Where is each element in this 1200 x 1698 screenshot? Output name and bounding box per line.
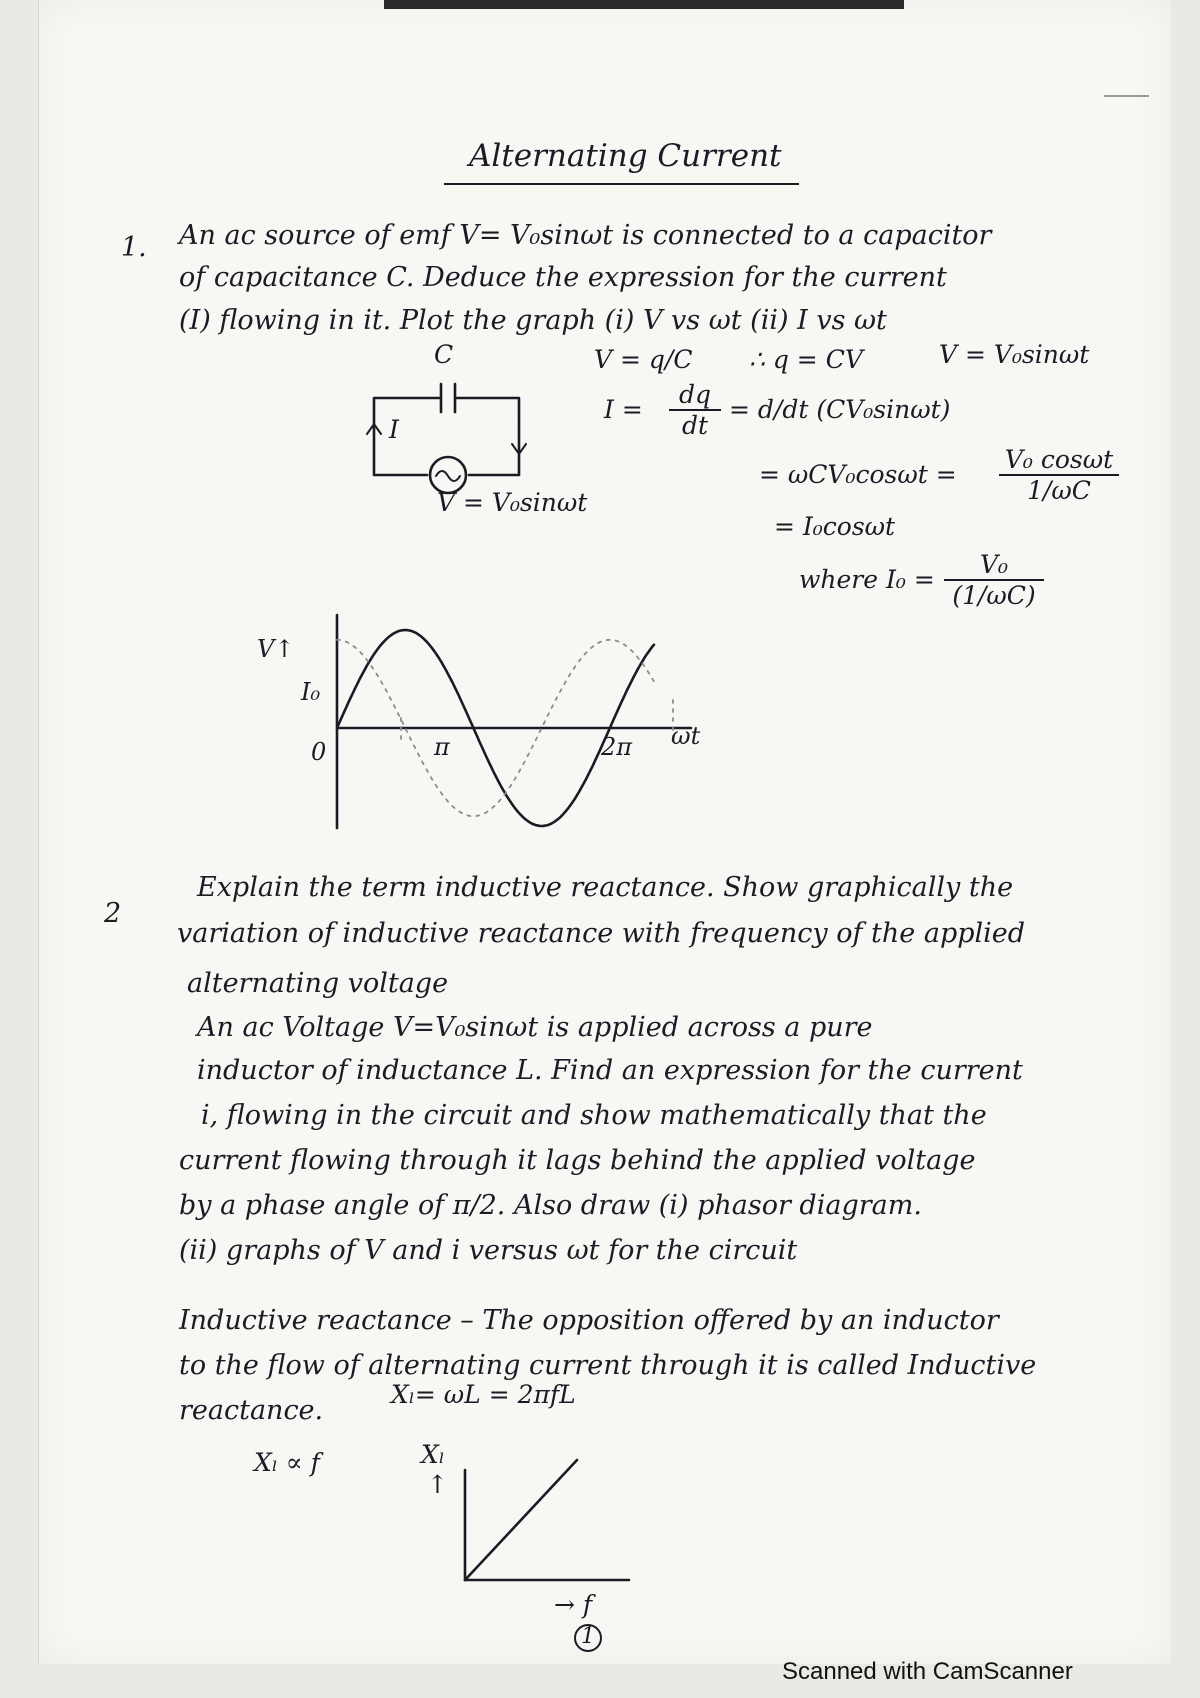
q2-part-line-1: An ac Voltage V=V₀sinωt is applied across a pure [197, 1012, 873, 1043]
q1-line-2: of capacitance C. Deduce the expression for the current [179, 262, 947, 293]
q1-eq-v-q-c: V = q/C [594, 345, 693, 374]
source-label: V = V₀sinωt [437, 488, 588, 517]
page-title: Alternating Current [469, 138, 782, 174]
xl-y-arrow: ↑ [427, 1470, 448, 1499]
q2-formula: Xₗ= ωL = 2πfL [391, 1380, 576, 1409]
q2-question-line-1: Explain the term inductive reactance. Show graphically the [197, 872, 1014, 903]
q2-part-line-3: i, flowing in the circuit and show mathematically that the [201, 1100, 987, 1131]
q2-part-line-5: by a phase angle of π/2. Also draw (i) phasor diagram. [179, 1190, 922, 1221]
q1-eq-q-cv: ∴ q = CV [749, 345, 863, 374]
q1-eq-where: where I₀ = [799, 565, 935, 594]
xl-x-label: → f [554, 1590, 593, 1619]
q2-number: 2 [104, 898, 122, 929]
q2-part-line-6: (ii) graphs of V and i versus ωt for the circuit [179, 1235, 798, 1266]
q2-answer-line-1: Inductive reactance – The opposition offered by an inductor [179, 1305, 999, 1336]
wave-origin-label: 0 [311, 738, 327, 766]
q1-eq-current-lhs: I = [604, 395, 643, 424]
capacitor-label: C [434, 340, 454, 369]
q1-eq-source: V = V₀sinωt [939, 340, 1090, 369]
vcos-numerator: V₀ cosωt [1004, 445, 1114, 474]
q2-question-line-3: alternating voltage [187, 968, 449, 999]
i0-denominator: (1/ωC) [944, 579, 1044, 610]
wave-x-label: ωt [671, 722, 701, 750]
vcos-denominator: 1/ωC [999, 474, 1119, 505]
q1-eq-wcv: = ωCV₀cosωt = [759, 460, 957, 489]
q1-eq-i0cos: = I₀cosωt [774, 512, 896, 541]
q2-part-line-2: inductor of inductance L. Find an expression for the current [197, 1055, 1023, 1086]
q2-answer-line-3: reactance. [179, 1395, 324, 1426]
q1-line-3: (I) flowing in it. Plot the graph (i) V vs ωt (ii) I vs ωt [179, 305, 887, 336]
scanner-footer: Scanned with CamScanner [782, 1658, 1073, 1685]
xl-vs-f-line [465, 1460, 577, 1580]
page-number: 1 [581, 1624, 595, 1649]
q2-question-line-2: variation of inductive reactance with frequency of the applied [177, 918, 1026, 949]
xl-y-label: Xₗ [421, 1440, 445, 1469]
q1-number: 1. [121, 232, 147, 263]
q2-answer-line-2: to the flow of alternating current through it is called Inductive [179, 1350, 1037, 1381]
i0-numerator: V₀ [979, 550, 1009, 579]
q1-line-1: An ac source of emf V= V₀sinωt is connected to a capacitor [179, 220, 992, 251]
current-label: I [389, 415, 399, 444]
wave-2pi-label: 2π [601, 733, 633, 761]
wave-pi-label: π [434, 733, 450, 761]
q1-eq-derivative: = d/dt (CV₀sinωt) [729, 395, 951, 424]
q2-proportional: Xₗ ∝ f [254, 1448, 320, 1477]
wave-i0-label: I₀ [301, 678, 321, 706]
dq-numerator: dq [678, 380, 711, 409]
q2-part-line-4: current flowing through it lags behind the applied voltage [179, 1145, 976, 1176]
wave-y-label: V↑ [257, 635, 295, 663]
q2-xl-graph [39, 0, 1171, 1664]
dq-denominator: dt [669, 409, 721, 440]
scanned-page [38, 0, 1171, 1664]
